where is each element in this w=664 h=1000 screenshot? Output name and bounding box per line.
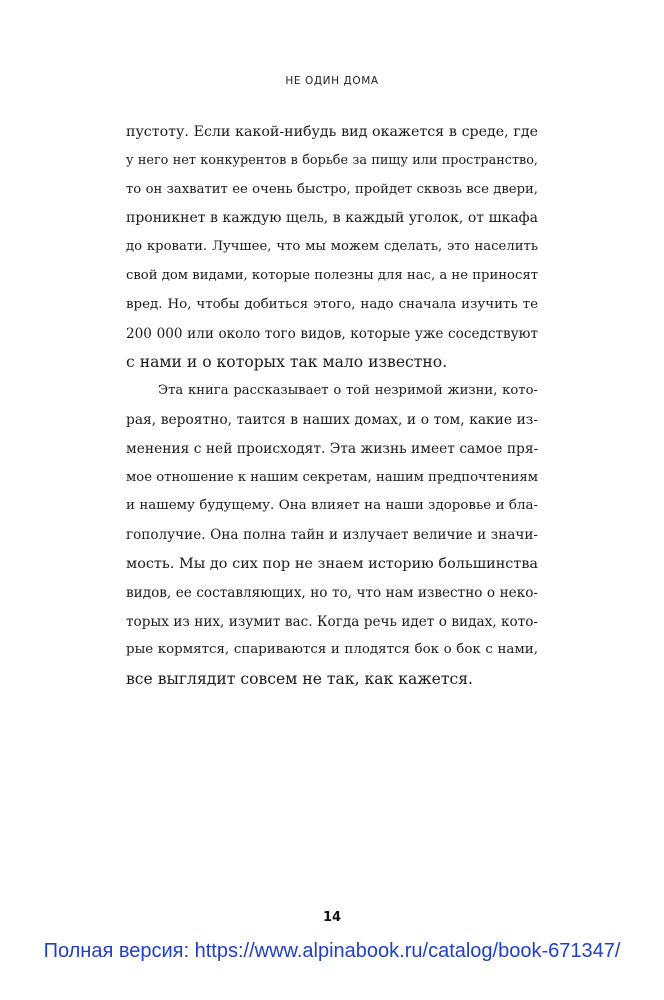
text-line: мость. Мы до сих пор не знаем историю большинства [126, 555, 538, 572]
page-number: 14 [322, 910, 342, 925]
text-line: с нами и о которых так мало известно. [126, 353, 448, 372]
text-line: гополучие. Она полна тайн и излучает величие и значи- [126, 527, 538, 544]
text-line: мое отношение к нашим секретам, нашим предпочтениям [126, 469, 538, 485]
text-line: видов, ее составляющих, но то, что нам известно о неко- [126, 584, 538, 601]
text-line: до кровати. Лучшее, что мы можем сделать, это населить [126, 239, 538, 255]
text-line: рые кормятся, спариваются и плодятся бок о бок с нами, [126, 642, 538, 658]
text-line: у него нет конкурентов в борьбе за пищу или пространство, [126, 152, 538, 168]
body-text [126, 118, 538, 694]
full-version-link[interactable]: Полная версия: https://www.alpinabook.ru/catalog/book-671347/ [43, 940, 621, 962]
text-line: и нашему будущему. Она влияет на наши здоровье и бла- [126, 498, 538, 514]
text-line: торых из них, изумит вас. Когда речь идет о видах, кото- [126, 613, 538, 630]
running-title: НЕ ОДИН ДОМА [285, 75, 379, 87]
text-line: 200 000 или около того видов, которые уже соседствуют [126, 325, 538, 342]
text-line: проникнет в каждую щель, в каждый уголок, от шкафа [126, 210, 538, 227]
text-line: пустоту. Если какой-нибудь вид окажется в среде, где [126, 124, 538, 140]
text-line: свой дом видами, которые полезны для нас, а не приносят [126, 267, 538, 283]
text-line: рая, вероятно, таится в наших домах, и о том, какие из- [126, 411, 538, 428]
text-line: все выглядит совсем не так, как кажется. [126, 670, 474, 689]
text-line: Эта книга рассказывает о той незримой жизни, кото- [158, 383, 538, 399]
text-line: менения с ней происходят. Эта жизнь имеет самое пря- [126, 440, 539, 457]
text-line: то он захватит ее очень быстро, пройдет сквозь все двери, [126, 181, 538, 197]
text-line: вред. Но, чтобы добиться этого, надо сначала изучить те [126, 296, 538, 312]
